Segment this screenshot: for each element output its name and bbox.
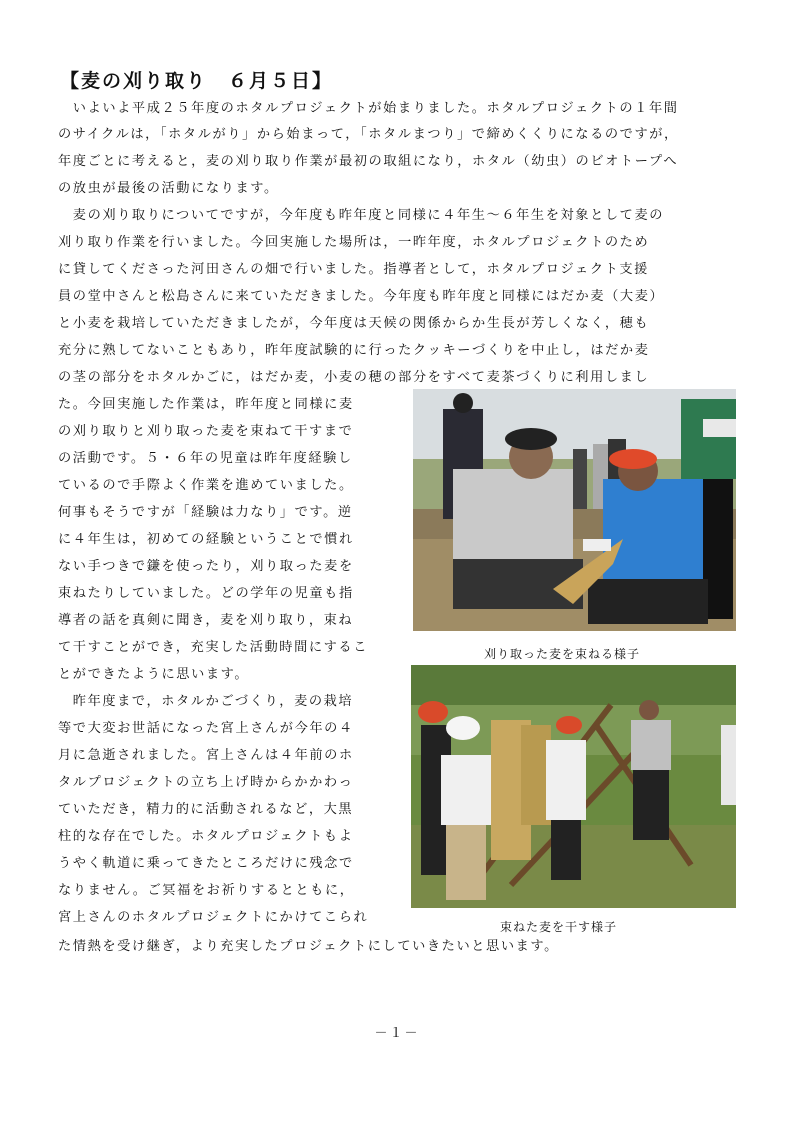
body-line: の茎の部分をホタルかごに，はだか麦，小麦の穂の部分をすべて麦茶づくりに利用しまし — [58, 370, 650, 385]
body-line: と小麦を栽培していただきましたが，今年度は天候の関係からか生長が芳しくなく，穂も — [58, 316, 650, 331]
body-line: た。今回実施した作業は，昨年度と同様に麦 — [58, 397, 354, 412]
body-line: 麦の刈り取りについてですが，今年度も昨年度と同様に４年生～６年生を対象として麦の — [58, 208, 665, 223]
body-line: いよいよ平成２５年度のホタルプロジェクトが始まりました。ホタルプロジェクトの１年間 — [58, 101, 679, 116]
body-line: 刈り取り作業を行いました。今回実施した場所は，一昨年度，ホタルプロジェクトのため — [58, 235, 650, 250]
body-line: の刈り取りと刈り取った麦を束ねて干すまで — [58, 424, 354, 439]
body-line: 何事もそうですが「経験は力なり」です。逆 — [58, 505, 353, 520]
body-line: うやく軌道に乗ってきたところだけに残念で — [58, 856, 354, 871]
body-line: 充分に熟してないこともあり，昨年度試験的に行ったクッキーづくりを中止し，はだか麦 — [58, 343, 650, 358]
body-line: 宮上さんのホタルプロジェクトにかけてこられ — [58, 910, 369, 925]
body-line: 柱的な存在でした。ホタルプロジェクトもよ — [58, 829, 354, 844]
photo-bundling-wheat — [413, 389, 736, 631]
body-line: た情熱を受け継ぎ，より充実したプロジェクトにしていきたいと思います。 — [58, 939, 559, 954]
body-line: 年度ごとに考えると，麦の刈り取り作業が最初の取組になり，ホタル（幼虫）のビオトープへ — [58, 154, 679, 169]
body-line: の放虫が最後の活動になります。 — [58, 181, 279, 196]
body-line: 束ねたりしていました。どの学年の児童も指 — [58, 586, 354, 601]
body-line: 月に急逝されました。宮上さんは４年前のホ — [58, 748, 354, 763]
photo-caption: 刈り取った麦を束ねる様子 — [484, 647, 641, 661]
body-line: ていただき，精力的に活動されるなど，大黒 — [58, 802, 354, 817]
body-line: ない手つきで鎌を使ったり，刈り取った麦を — [58, 559, 354, 574]
page-number: －１－ — [374, 1026, 420, 1041]
body-line: て干すことができ，充実した活動時間にするこ — [58, 640, 369, 655]
body-line: 導者の話を真剣に聞き，麦を刈り取り，束ね — [58, 613, 354, 628]
body-line: とができたように思います。 — [58, 667, 250, 682]
body-line: のサイクルは，「ホタルがり」から始まって，「ホタルまつり」で締めくくりになるのですが， — [58, 127, 679, 142]
body-line: 員の堂中さんと松島さんに来ていただきました。今年度も昨年度と同様にはだか麦（大麦） — [58, 289, 665, 304]
body-line: の活動です。５・６年の児童は昨年度経験し — [58, 451, 353, 466]
photo-drying-wheat — [411, 665, 736, 908]
body-line: に貸してくださった河田さんの畑で行いました。指導者として，ホタルプロジェクト支援 — [58, 262, 649, 277]
body-line: に４年生は，初めての経験ということで慣れ — [58, 532, 354, 547]
body-line: ているので手際よく作業を進めていました。 — [58, 478, 354, 493]
body-line: なりません。ご冥福をお祈りするとともに， — [58, 883, 355, 898]
photo-caption: 束ねた麦を干す様子 — [500, 920, 618, 934]
body-line: 昨年度まで，ホタルかごづくり，麦の栽培 — [58, 694, 354, 709]
body-line: 等で大変お世話になった宮上さんが今年の４ — [58, 721, 354, 736]
body-line: タルプロジェクトの立ち上げ時からかかわっ — [58, 775, 354, 790]
page-title: 【麦の刈り取り ６月５日】 — [60, 70, 334, 92]
